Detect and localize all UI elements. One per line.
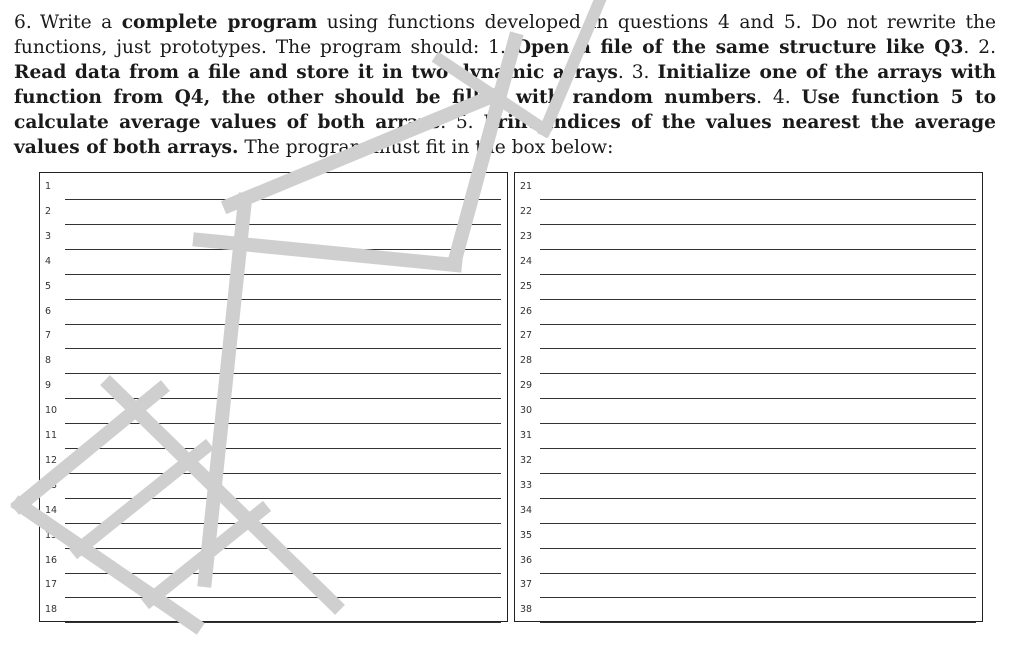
answer-line[interactable] [40,577,507,602]
answer-line[interactable] [40,403,507,428]
line-number: 11 [45,430,58,441]
answer-line[interactable] [515,279,982,304]
line-number: 13 [45,479,58,491]
answer-rule [540,249,976,250]
question-text-segment: . 2. [963,37,996,58]
answer-line[interactable] [515,403,982,428]
line-number: 32 [520,454,533,466]
answer-rule [540,622,976,623]
line-number: 8 [45,355,52,367]
answer-line[interactable] [40,254,507,279]
answer-line[interactable] [515,503,982,528]
line-number: 36 [520,554,533,566]
answer-rule [540,224,976,225]
answer-rule [540,448,976,449]
question-bold-text: Print indices of the values nearest the average values of both arrays. [14,112,996,158]
answer-line[interactable] [515,254,982,279]
line-number: 30 [520,405,533,417]
answer-line[interactable] [515,179,982,204]
line-number: 6 [45,305,52,317]
line-number: 10 [45,405,58,417]
answer-line[interactable] [515,328,982,353]
answer-line[interactable] [40,478,507,503]
answer-line[interactable] [40,353,507,378]
question-bold-text: Initialize one of the arrays with function from Q4, the other should be filled with random numbers [14,62,996,108]
line-number: 34 [520,504,533,516]
line-number: 7 [45,330,52,342]
answer-rule [65,274,501,275]
answer-line[interactable] [515,378,982,403]
answer-rule [65,348,501,349]
answer-rule [65,573,501,574]
line-number: 18 [45,604,58,616]
answer-line[interactable] [40,428,507,453]
line-number: 17 [45,579,58,591]
answer-line[interactable] [40,179,507,204]
answer-line[interactable] [515,453,982,478]
answer-rule [65,249,501,250]
answer-rule [540,498,976,499]
answer-rule [540,199,976,200]
line-number: 24 [520,255,533,267]
answer-rule [65,423,501,424]
line-number: 9 [45,380,52,392]
line-number: 27 [520,330,533,342]
answer-line[interactable] [40,602,507,627]
question-text-segment: The program must fit in the box below: [238,137,614,158]
answer-rule [65,398,501,399]
line-number: 22 [520,205,533,217]
answer-line[interactable] [40,304,507,329]
line-number: 33 [520,479,533,491]
answer-rule [65,473,501,474]
answer-line[interactable] [40,328,507,353]
answer-rule [540,324,976,325]
answer-rule [65,299,501,300]
answer-line[interactable] [515,428,982,453]
answer-line[interactable] [40,204,507,229]
answer-rule [65,324,501,325]
answer-rule [65,448,501,449]
answer-rule [540,597,976,598]
answer-rule [65,199,501,200]
question-text-segment: . 3. [617,62,658,83]
answer-line[interactable] [515,353,982,378]
question-bold-text: complete program [121,12,318,33]
answer-line[interactable] [515,229,982,254]
answer-rule [540,348,976,349]
answer-line[interactable] [515,204,982,229]
line-number: 21 [520,181,533,192]
line-number: 37 [520,579,533,591]
answer-line[interactable] [40,453,507,478]
line-number: 23 [520,230,533,242]
answer-line[interactable] [515,553,982,578]
line-number: 38 [520,604,533,616]
answer-rule [65,224,501,225]
answer-line[interactable] [515,304,982,329]
question-text-segment: . 5. [440,112,484,133]
answer-rule [540,274,976,275]
answer-rule [65,597,501,598]
answer-line[interactable] [40,279,507,304]
line-number: 26 [520,305,533,317]
answer-rule [540,573,976,574]
answer-line[interactable] [40,503,507,528]
line-number: 16 [45,554,58,566]
line-number: 12 [45,454,58,466]
line-number: 5 [45,280,52,292]
answer-line[interactable] [515,602,982,627]
answer-box-right[interactable] [514,172,983,622]
answer-rule [65,548,501,549]
line-number: 31 [520,430,533,441]
answer-box-left[interactable] [39,172,508,622]
line-number: 1 [45,181,52,192]
question-text [14,10,996,160]
answer-line[interactable] [40,229,507,254]
question-bold-text: Open a file of the same structure like Q3 [514,37,964,58]
answer-rule [65,622,501,623]
line-number: 35 [520,529,533,541]
answer-rule [65,523,501,524]
answer-rule [540,548,976,549]
answer-line[interactable] [40,553,507,578]
answer-rule [65,373,501,374]
answer-line[interactable] [40,528,507,553]
answer-rule [540,373,976,374]
question-body [14,12,996,158]
answer-line[interactable] [515,577,982,602]
line-number: 15 [45,529,58,541]
line-number: 14 [45,504,58,516]
line-number: 2 [45,205,52,217]
line-number: 3 [45,230,52,242]
question-bold-text: Read data from a file and store it in two dynamic arrays [14,62,618,83]
question-text-segment: Write a [40,12,122,33]
question-number: 6. [14,12,32,33]
answer-line[interactable] [515,478,982,503]
answer-rule [540,473,976,474]
line-number: 29 [520,380,533,392]
answer-rule [65,498,501,499]
answer-rule [540,423,976,424]
answer-line[interactable] [40,378,507,403]
question-bold-text: Use function 5 to calculate average values of both arrays [14,87,996,133]
line-number: 28 [520,355,533,367]
answer-line[interactable] [515,528,982,553]
question-text-segment: . 4. [756,87,802,108]
answer-rule [540,299,976,300]
answer-rule [540,398,976,399]
line-number: 4 [45,255,52,267]
line-number: 25 [520,280,533,292]
question-text-segment: using functions developed in questions 4 and 5. Do not rewrite the functions, just prototypes. The program should: 1. [14,12,996,58]
answer-rule [540,523,976,524]
